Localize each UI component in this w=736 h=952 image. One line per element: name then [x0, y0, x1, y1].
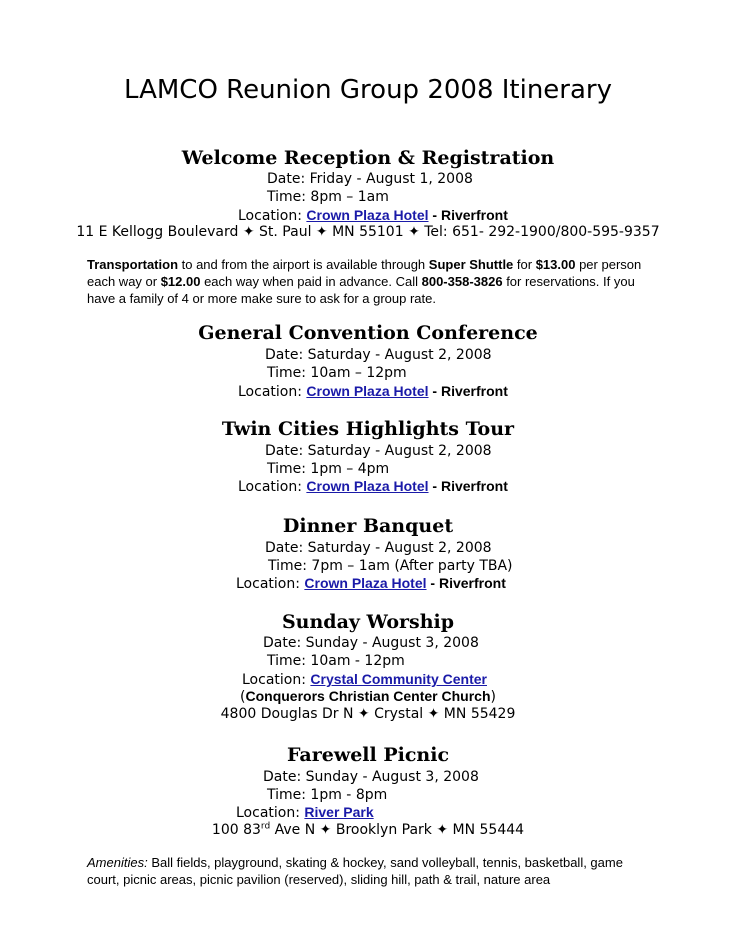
amenities-label: Amenities:	[87, 855, 148, 870]
banquet-time: Time: 7pm – 1am (After party TBA)	[268, 558, 513, 574]
tour-time: Time: 1pm – 4pm	[267, 461, 390, 477]
location-label: Location:	[238, 208, 302, 224]
address-number: 100 83	[211, 822, 261, 838]
location-label: Location:	[238, 384, 302, 400]
convention-heading: General Convention Conference	[198, 322, 538, 344]
picnic-heading: Farewell Picnic	[286, 744, 450, 766]
ordinal-suffix: rd	[260, 821, 271, 832]
welcome-heading: Welcome Reception & Registration	[181, 147, 555, 169]
banquet-location	[236, 574, 506, 593]
page-title: LAMCO Reunion Group 2008 Itinerary	[123, 75, 613, 105]
tour-venue-link[interactable]: Crown Plaza Hotel	[306, 478, 429, 494]
transport-bold: Transportation	[87, 257, 179, 272]
shuttle-name: Super Shuttle	[428, 257, 514, 272]
church-name: Conquerors Christian Center Church	[245, 688, 491, 704]
transport-text: to and from the airport is available through	[178, 257, 429, 272]
banquet-date: Date: Saturday - August 2, 2008	[265, 540, 492, 556]
worship-venue-link[interactable]: Crystal Community Center	[310, 671, 487, 687]
venue-suffix: - Riverfront	[428, 478, 508, 494]
welcome-time: Time: 8pm – 1am	[267, 189, 389, 205]
convention-date: Date: Saturday - August 2, 2008	[265, 347, 492, 363]
tour-location	[238, 477, 508, 496]
location-label: Location:	[236, 576, 300, 592]
welcome-date: Date: Friday - August 1, 2008	[267, 171, 473, 187]
picnic-location	[236, 803, 374, 822]
worship-church	[0, 687, 736, 706]
picnic-address	[0, 821, 736, 839]
venue-suffix: - Riverfront	[426, 575, 506, 591]
phone-number: 800-358-3826	[421, 274, 503, 289]
banquet-heading: Dinner Banquet	[282, 515, 454, 537]
amenities-text: Ball fields, playground, skating & hockey, sand volleyball, tennis, basketball, game court, picnic areas, picnic pavilion (reserved), sliding hill, path & trail, nature area	[87, 855, 623, 887]
tour-date: Date: Saturday - August 2, 2008	[265, 443, 492, 459]
transport-text: per person each way or	[87, 257, 642, 289]
paren: (	[240, 689, 246, 705]
picnic-venue-link[interactable]: River Park	[304, 804, 374, 820]
price-advance: $12.00	[160, 274, 201, 289]
paren: )	[490, 689, 496, 705]
convention-time: Time: 10am – 12pm	[267, 365, 407, 381]
location-label: Location:	[236, 805, 300, 821]
convention-location	[238, 382, 508, 401]
worship-time: Time: 10am - 12pm	[267, 653, 405, 669]
amenities-paragraph	[87, 854, 647, 888]
banquet-venue-link[interactable]: Crown Plaza Hotel	[304, 575, 427, 591]
location-label: Location:	[238, 479, 302, 495]
welcome-address: 11 E Kellogg Boulevard ✦ St. Paul ✦ MN 55101 ✦ Tel: 651- 292-1900/800-595-9357	[76, 224, 660, 240]
worship-address: 4800 Douglas Dr N ✦ Crystal ✦ MN 55429	[220, 706, 516, 722]
transport-text: for reservations. If you have a family of 4 or more make sure to ask for a group rate.	[87, 274, 635, 306]
location-label: Location:	[242, 672, 306, 688]
worship-heading: Sunday Worship	[281, 611, 455, 633]
welcome-venue-link[interactable]: Crown Plaza Hotel	[306, 207, 429, 223]
price-full: $13.00	[535, 257, 576, 272]
tour-heading: Twin Cities Highlights Tour	[221, 418, 515, 440]
picnic-date: Date: Sunday - August 3, 2008	[263, 769, 479, 785]
address-rest: Ave N ✦ Brooklyn Park ✦ MN 55444	[270, 822, 525, 838]
worship-date: Date: Sunday - August 3, 2008	[263, 635, 479, 651]
transport-paragraph	[87, 256, 647, 307]
venue-suffix: - Riverfront	[428, 207, 508, 223]
transport-text: each way when paid in advance. Call	[200, 274, 422, 289]
venue-suffix: - Riverfront	[428, 383, 508, 399]
picnic-time: Time: 1pm - 8pm	[267, 787, 388, 803]
convention-venue-link[interactable]: Crown Plaza Hotel	[306, 383, 429, 399]
transport-text: for	[513, 257, 536, 272]
